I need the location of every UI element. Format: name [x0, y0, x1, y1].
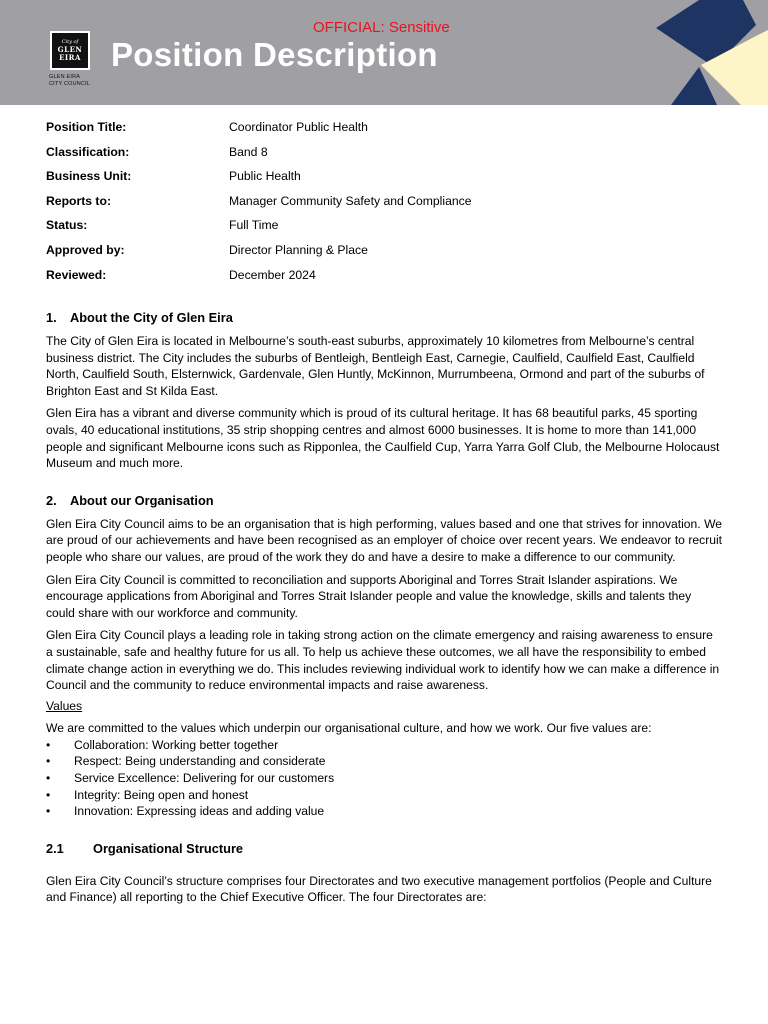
- logo-subtitle-line-1: GLEN EIRA: [49, 74, 81, 80]
- info-label: Reviewed:: [46, 267, 107, 282]
- bullet-icon: •: [46, 771, 51, 786]
- list-item: [46, 753, 722, 770]
- info-row-classification: [46, 144, 472, 169]
- section-2-1-title: Organisational Structure: [93, 840, 244, 856]
- value-text: Integrity: Being open and honest: [74, 787, 249, 802]
- logo-subtitle: [49, 74, 95, 88]
- info-row-status: [46, 217, 472, 242]
- info-value: Coordinator Public Health: [229, 120, 368, 134]
- section-2-paragraph-2: Glen Eira City Council is committed to reconciliation and supports Aboriginal and Torres Strait Islander aspirations. We encourage applications from Aboriginal and Torres Strait Islander people and value the knowledge, skills and talents they could share with our workforce and community.: [46, 572, 692, 620]
- section-2-title: About our Organisation: [70, 492, 214, 508]
- info-label: Position Title:: [46, 120, 127, 134]
- info-value: Director Planning & Place: [229, 242, 368, 257]
- diamond-decoration-icon: [655, 0, 768, 105]
- section-2-1-number: 2.1: [46, 840, 64, 856]
- section-2-1-heading: [46, 840, 722, 858]
- info-row-approved-by: [46, 242, 472, 267]
- value-text: Innovation: Expressing ideas and adding value: [74, 804, 325, 819]
- info-label: Business Unit:: [46, 169, 132, 184]
- header-band: [0, 0, 768, 105]
- value-text: Service Excellence: Delivering for our customers: [74, 771, 335, 786]
- page-title: Position Description: [111, 36, 438, 73]
- document-body: [46, 309, 722, 906]
- section-1-heading: [46, 309, 722, 327]
- values-title: Values: [46, 698, 83, 713]
- logo-subtitle-line-2: CITY COUNCIL: [49, 81, 91, 87]
- info-value: Public Health: [229, 169, 301, 184]
- position-info-table: [46, 119, 472, 291]
- section-1-number: 1.: [46, 310, 57, 325]
- classification-banner: OFFICIAL: Sensitive: [313, 19, 450, 36]
- info-value: Full Time: [229, 218, 279, 233]
- values-list: [46, 737, 722, 820]
- bullet-icon: •: [46, 737, 51, 752]
- section-2-paragraph-1: Glen Eira City Council aims to be an organisation that is high performing, values based and one that strives for innovation. We are proud of our achievements and have been recognised as an employer of choice over recent years. We endeavor to recruit people who share our values, are proud of the work they do and have a desire to make a difference to our community.: [46, 516, 722, 564]
- section-2-1-paragraph-1: Glen Eira City Council’s structure comprises four Directorates and two executive management portfolios (People and Culture and Finance) all reporting to the Chief Executive Officer. The four Directorates are:: [46, 873, 712, 905]
- section-1-title: About the City of Glen Eira: [70, 310, 233, 325]
- logo-line-2: GLEN: [57, 45, 83, 54]
- bullet-icon: •: [46, 804, 51, 819]
- info-row-business-unit: [46, 168, 472, 193]
- bullet-icon: •: [46, 787, 51, 802]
- section-2-paragraph-3: Glen Eira City Council plays a leading role in taking strong action on the climate emergency and raising awareness to ensure a sustainable, safe and healthy future for us all. To help us achieve these outcomes, we all have the responsibility to embed climate change action in everything we do. This includes reviewing individual work to identify how we can make a difference in Council and the community to reduce environmental impacts and raise awareness.: [46, 628, 720, 693]
- value-text: Respect: Being understanding and considerate: [74, 754, 326, 769]
- section-2-heading: [46, 492, 722, 510]
- section-1-paragraph-1: The City of Glen Eira is located in Melbourne’s south-east suburbs, approximately 10 kilometres from Melbourne’s central business district. The City includes the suburbs of Bentleigh, Bentleigh East, Carnegie, Caulfield, Caulfield East, Caulfield North, Caulfield South, Elsternwick, Gardenvale, Glen Huntly, McKinnon, Murrumbeena, Ormond and part of the suburbs of Brighton East and St Kilda East.: [46, 334, 705, 398]
- list-item: [46, 787, 722, 804]
- info-label: Status:: [46, 218, 88, 233]
- info-label: Classification:: [46, 144, 130, 159]
- glen-eira-logo: [50, 31, 90, 70]
- info-label: Approved by:: [46, 242, 125, 257]
- logo-line-1: City of: [61, 39, 79, 45]
- info-value: December 2024: [229, 267, 316, 282]
- section-2-number: 2.: [46, 492, 57, 508]
- info-row-reports-to: [46, 193, 472, 218]
- info-value: Band 8: [229, 144, 268, 159]
- section-1-paragraph-2: Glen Eira has a vibrant and diverse community which is proud of its cultural heritage. It has 68 beautiful parks, 45 sporting ovals, 40 educational institutions, 35 strip shopping centres and almost 6000 businesses. It is home to more than 141,000 people and significant Melbourne icons such as Ripponlea, the Caulfield Cup, Yarra Yarra Golf Club, the Melbourne Holocaust Museum and much more.: [46, 406, 720, 471]
- list-item: [46, 737, 722, 754]
- value-text: Collaboration: Working better together: [74, 737, 279, 752]
- info-row-position-title: [46, 119, 472, 144]
- info-value: Manager Community Safety and Compliance: [229, 193, 472, 208]
- list-item: [46, 770, 722, 787]
- bullet-icon: •: [46, 754, 51, 769]
- list-item: [46, 803, 722, 820]
- info-label: Reports to:: [46, 193, 111, 208]
- values-intro: We are committed to the values which underpin our organisational culture, and how we work. Our five values are:: [46, 721, 652, 736]
- logo-line-3: EIRA: [59, 53, 81, 62]
- info-row-reviewed: [46, 267, 472, 292]
